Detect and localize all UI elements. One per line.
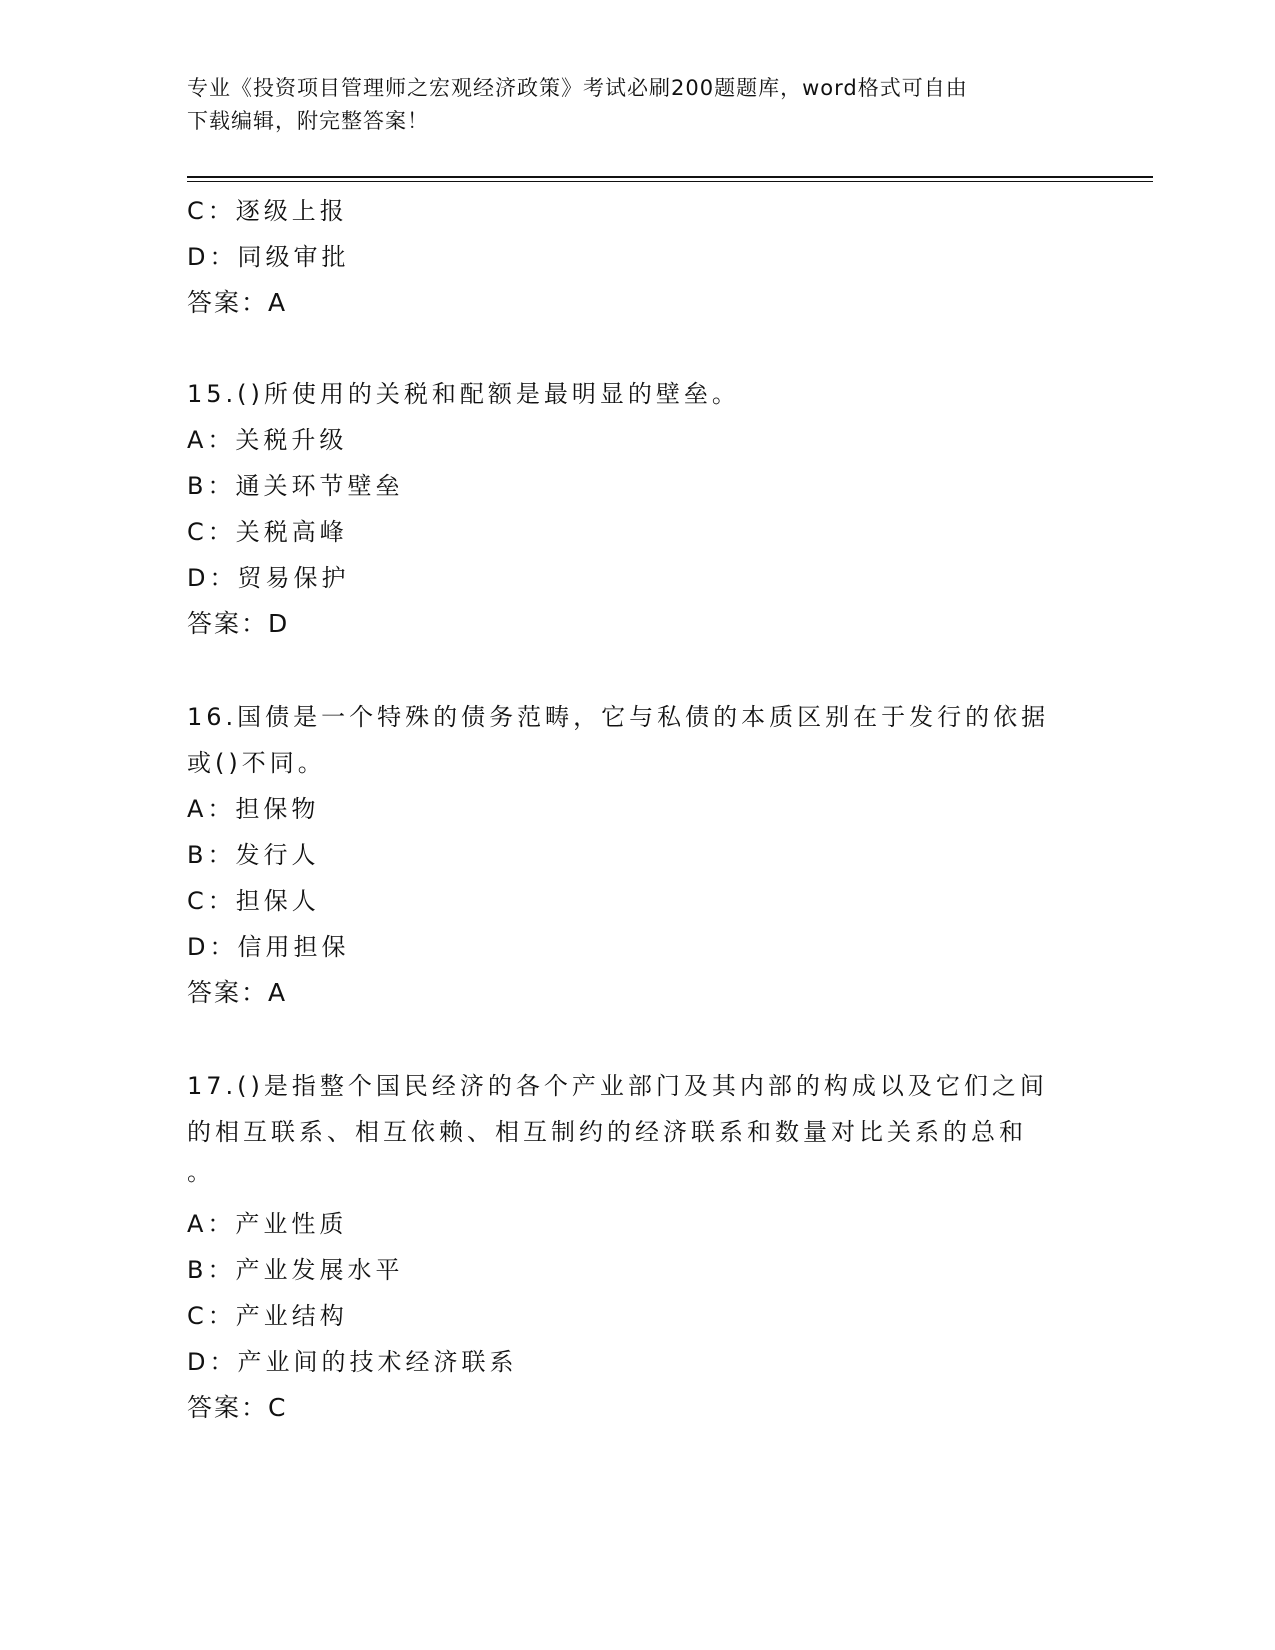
option-b: B：发行人 <box>187 841 320 869</box>
question-text: 17.()是指整个国民经济的各个产业部门及其内部的构成以及它们之间 <box>187 1072 1048 1100</box>
header-divider-thick <box>187 176 1153 178</box>
question-text-continued: 的相互联系、相互依赖、相互制约的经济联系和数量对比关系的总和 <box>187 1118 1027 1146</box>
question-text-end: 。 <box>187 1158 215 1186</box>
document-header <box>187 72 1087 138</box>
question-content <box>187 188 1087 1431</box>
question-17 <box>187 1063 1087 1431</box>
option-a: A：关税升级 <box>187 426 348 454</box>
header-line-1: 专业《投资项目管理师之宏观经济政策》考试必刷200题题库，word格式可自由 <box>187 76 968 100</box>
option-c: C：担保人 <box>187 887 320 915</box>
previous-question-tail <box>187 188 1087 326</box>
option-b: B：产业发展水平 <box>187 1256 404 1284</box>
option-b: B：通关环节壁垒 <box>187 472 404 500</box>
question-text: 16.国债是一个特殊的债务范畴，它与私债的本质区别在于发行的依据 <box>187 703 1050 731</box>
question-text-continued: 或()不同。 <box>187 749 326 777</box>
question-15 <box>187 371 1087 647</box>
answer-line: 答案：A <box>187 978 288 1007</box>
header-divider-thin <box>187 181 1153 182</box>
question-text: 15.()所使用的关税和配额是最明显的壁垒。 <box>187 380 740 408</box>
option-a: A：产业性质 <box>187 1210 348 1238</box>
option-c: C：关税高峰 <box>187 518 348 546</box>
option-d: D：同级审批 <box>187 243 350 271</box>
answer-line: 答案：D <box>187 609 290 638</box>
option-c: C：逐级上报 <box>187 197 348 225</box>
option-d: D：贸易保护 <box>187 564 350 592</box>
answer-line: 答案：A <box>187 288 288 317</box>
answer-line: 答案：C <box>187 1393 288 1422</box>
option-d: D：信用担保 <box>187 933 350 961</box>
option-a: A：担保物 <box>187 795 320 823</box>
option-d: D：产业间的技术经济联系 <box>187 1348 518 1376</box>
option-c: C：产业结构 <box>187 1302 348 1330</box>
question-16 <box>187 694 1087 1016</box>
header-line-2: 下载编辑，附完整答案！ <box>187 109 429 133</box>
